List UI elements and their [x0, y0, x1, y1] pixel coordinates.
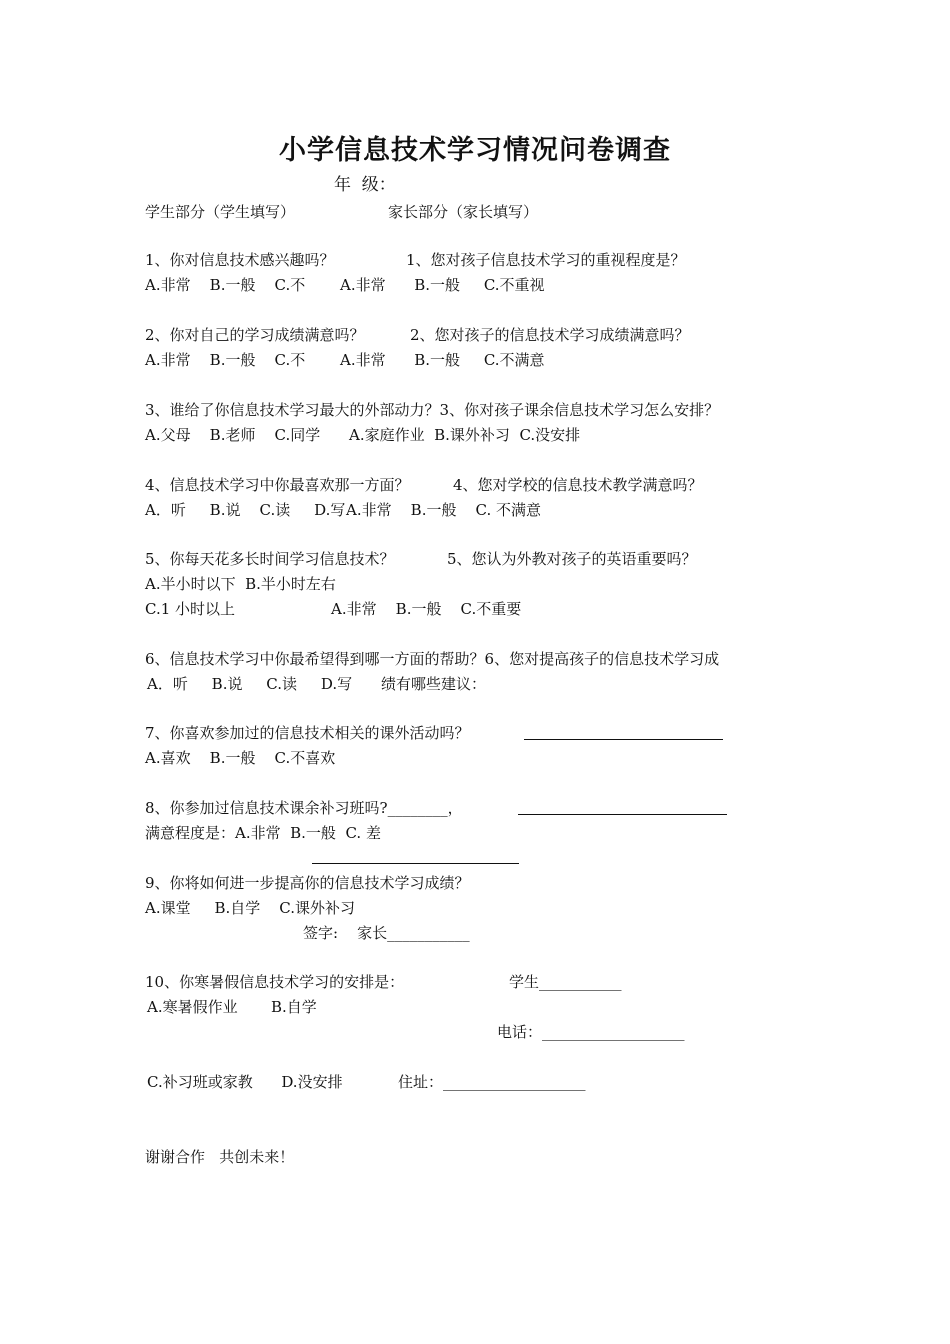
student-question-1: 1、你对信息技术感兴趣吗？ [145, 251, 335, 269]
student-signature-line: 学生___________ [509, 973, 622, 991]
question-6-line: 6、信息技术学习中你最希望得到哪一方面的帮助？6、您对提高孩子的信息技术学习成 [145, 650, 720, 668]
student-question-4: 4、信息技术学习中你最喜欢那一方面？ [145, 476, 410, 494]
parent-options-5: A.非常 B.一般 C.不重要 [331, 600, 522, 618]
student-options-6: A．听 B.说 C.读 D.写 [147, 675, 353, 693]
parent-question-6-continued: 绩有哪些建议： [381, 675, 487, 693]
student-options-2: A.非常 B.一般 C.不 [145, 351, 306, 369]
page-title: 小学信息技术学习情况问卷调查 [279, 135, 671, 166]
phone-field-line: 电话：___________________ [497, 1023, 685, 1041]
suggestion-blank-line-2[interactable] [518, 814, 727, 815]
parent-options-3: A.家庭作业 B.课外补习 C.没安排 [349, 426, 581, 444]
parent-question-5: 5、您认为外教对孩子的英语重要吗？ [447, 550, 697, 568]
grade-label: 年 级： [334, 175, 396, 195]
suggestion-blank-line-3[interactable] [312, 863, 519, 864]
parent-options-2: A.非常 B.一般 C.不满意 [340, 351, 545, 369]
student-options-10b: C.补习班或家教 D.没安排 [147, 1073, 343, 1091]
student-options-3: A.父母 B.老师 C.同学 [145, 426, 321, 444]
parent-signature-line: 签字: 家长___________ [303, 924, 470, 942]
student-section-heading: 学生部分（学生填写） [145, 203, 296, 221]
student-options-8: 满意程度是：A.非常 B.一般 C. 差 [145, 824, 381, 842]
parent-question-1: 1、您对孩子信息技术学习的重视程度是？ [406, 251, 686, 269]
student-question-9: 9、你将如何进一步提高你的信息技术学习成绩？ [145, 874, 470, 892]
parent-question-2: 2、您对孩子的信息技术学习成绩满意吗？ [410, 326, 690, 344]
parent-options-4: A.非常 B.一般 C. 不满意 [346, 501, 542, 519]
student-options-5a: A.半小时以下 B.半小时左右 [145, 575, 336, 593]
parent-options-1: A.非常 B.一般 C.不重视 [340, 276, 545, 294]
closing-thanks: 谢谢合作 共创未来！ [145, 1148, 295, 1166]
student-question-7: 7、你喜欢参加过的信息技术相关的课外活动吗？ [145, 724, 470, 742]
student-question-8: 8、你参加过信息技术课余补习班吗?________， [145, 799, 463, 817]
suggestion-blank-line-1[interactable] [524, 739, 723, 740]
parent-section-heading: 家长部分（家长填写） [388, 203, 539, 221]
address-field-line: 住址：___________________ [398, 1073, 586, 1091]
parent-question-4: 4、您对学校的信息技术教学满意吗？ [453, 476, 703, 494]
question-3-line: 3、谁给了你信息技术学习最大的外部动力？3、你对孩子课余信息技术学习怎么安排？ [145, 401, 720, 419]
student-question-10: 10、你寒暑假信息技术学习的安排是： [145, 973, 405, 991]
student-options-9: A.课堂 B.自学 C.课外补习 [145, 899, 356, 917]
student-options-10a: A.寒暑假作业 B.自学 [147, 998, 317, 1016]
student-options-1: A.非常 B.一般 C.不 [145, 276, 306, 294]
student-options-5b: C.1 小时以上 [145, 600, 236, 618]
student-question-5: 5、你每天花多长时间学习信息技术？ [145, 550, 395, 568]
student-options-4: A．听 B.说 C.读 D.写 [145, 501, 346, 519]
student-options-7: A.喜欢 B.一般 C.不喜欢 [145, 749, 336, 767]
student-question-2: 2、你对自己的学习成绩满意吗？ [145, 326, 365, 344]
